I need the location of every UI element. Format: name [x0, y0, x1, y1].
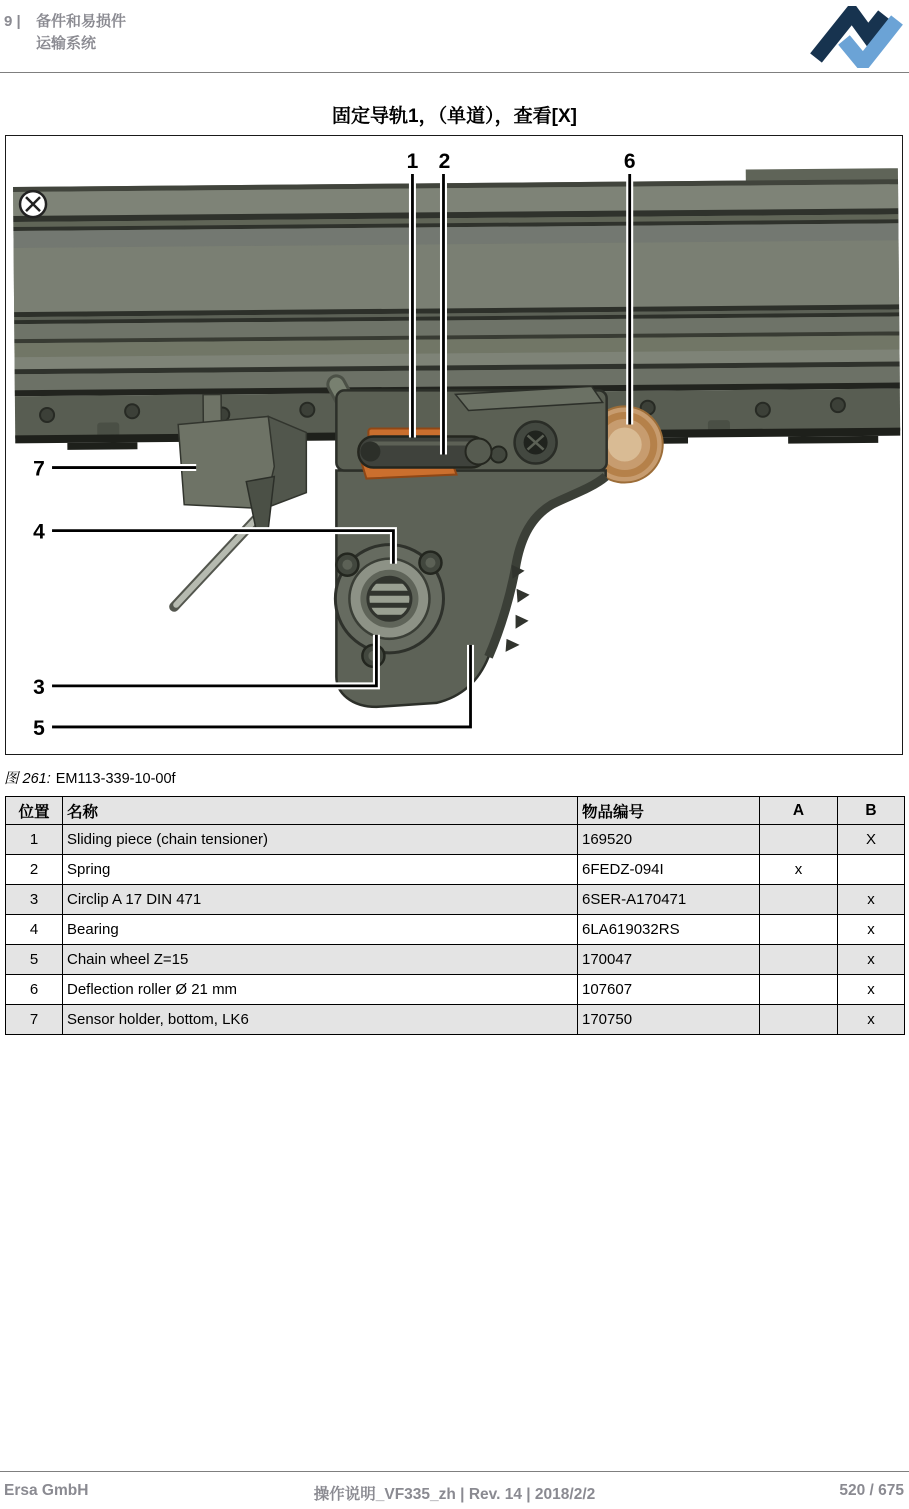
- cell-a: [760, 1005, 838, 1035]
- cell-part-number: 170047: [578, 945, 760, 975]
- figure-caption: [4, 767, 176, 788]
- cell-name: Chain wheel Z=15: [63, 945, 578, 975]
- table-row: [6, 885, 905, 915]
- header-divider: [0, 72, 909, 73]
- cell-part-number: 6FEDZ-094I: [578, 855, 760, 885]
- cell-name: Bearing: [63, 915, 578, 945]
- callout-2: 2: [438, 150, 451, 174]
- cell-name: Circlip A 17 DIN 471: [63, 885, 578, 915]
- cell-a: [760, 945, 838, 975]
- callout-5: 5: [33, 716, 45, 740]
- figure-title: 固定导轨1，（单道），查看[X]: [332, 106, 577, 127]
- cell-position: 3: [6, 885, 63, 915]
- cell-b: x: [838, 1005, 905, 1035]
- cell-a: [760, 975, 838, 1005]
- cell-part-number: 6LA619032RS: [578, 915, 760, 945]
- spring-cylinder: [358, 436, 491, 467]
- table-row: [6, 1005, 905, 1035]
- page-header: [4, 11, 126, 55]
- cell-position: 4: [6, 915, 63, 945]
- cell-a: x: [760, 855, 838, 885]
- callout-3: 3: [33, 675, 45, 699]
- table-row: [6, 945, 905, 975]
- view-direction-icon: [20, 191, 46, 217]
- caption-label: 图 261:: [4, 771, 51, 787]
- cell-b: x: [838, 885, 905, 915]
- cell-b: x: [838, 915, 905, 945]
- cell-name: Sliding piece (chain tensioner): [63, 825, 578, 855]
- callout-4: 4: [33, 520, 45, 544]
- figure-frame: [5, 135, 903, 755]
- footer-page-number: 520 / 675: [839, 1482, 904, 1499]
- table-row: [6, 825, 905, 855]
- cell-name: Spring: [63, 855, 578, 885]
- cell-a: [760, 825, 838, 855]
- col-header-name: 名称: [63, 797, 578, 825]
- cell-position: 2: [6, 855, 63, 885]
- col-header-b: B: [838, 797, 905, 825]
- callout-1: 1: [406, 150, 419, 174]
- cell-part-number: 170750: [578, 1005, 760, 1035]
- col-header-a: A: [760, 797, 838, 825]
- header-title: 备件和易损件: [36, 13, 127, 30]
- cell-b: X: [838, 825, 905, 855]
- cell-position: 6: [6, 975, 63, 1005]
- cell-position: 7: [6, 1005, 63, 1035]
- cell-a: [760, 885, 838, 915]
- cell-part-number: 107607: [578, 975, 760, 1005]
- chapter-number: 9 |: [4, 13, 21, 30]
- technical-diagram: [6, 136, 902, 754]
- cell-name: Sensor holder, bottom, LK6: [63, 1005, 578, 1035]
- table-row: [6, 975, 905, 1005]
- header-subtitle: 运输系统: [36, 35, 97, 52]
- table-header-row: [6, 797, 905, 825]
- caption-code: EM113-339-10-00f: [55, 771, 176, 787]
- cell-position: 1: [6, 825, 63, 855]
- cell-name: Deflection roller Ø 21 mm: [63, 975, 578, 1005]
- callout-7: 7: [33, 457, 45, 481]
- col-header-position: 位置: [6, 797, 63, 825]
- company-logo-icon: [792, 6, 904, 68]
- cell-b: x: [838, 945, 905, 975]
- callout-6: 6: [623, 150, 636, 174]
- cell-a: [760, 915, 838, 945]
- table-row: [6, 915, 905, 945]
- footer-document-id: 操作说明_VF335_zh | Rev. 14 | 2018/2/2: [313, 1486, 596, 1503]
- cell-b: [838, 855, 905, 885]
- cell-part-number: 169520: [578, 825, 760, 855]
- footer-company: Ersa GmbH: [4, 1482, 89, 1499]
- footer-divider: [0, 1471, 909, 1472]
- col-header-part-number: 物品编号: [578, 797, 760, 825]
- cell-position: 5: [6, 945, 63, 975]
- cell-b: x: [838, 975, 905, 1005]
- cell-part-number: 6SER-A170471: [578, 885, 760, 915]
- parts-table: [5, 796, 905, 1035]
- table-row: [6, 855, 905, 885]
